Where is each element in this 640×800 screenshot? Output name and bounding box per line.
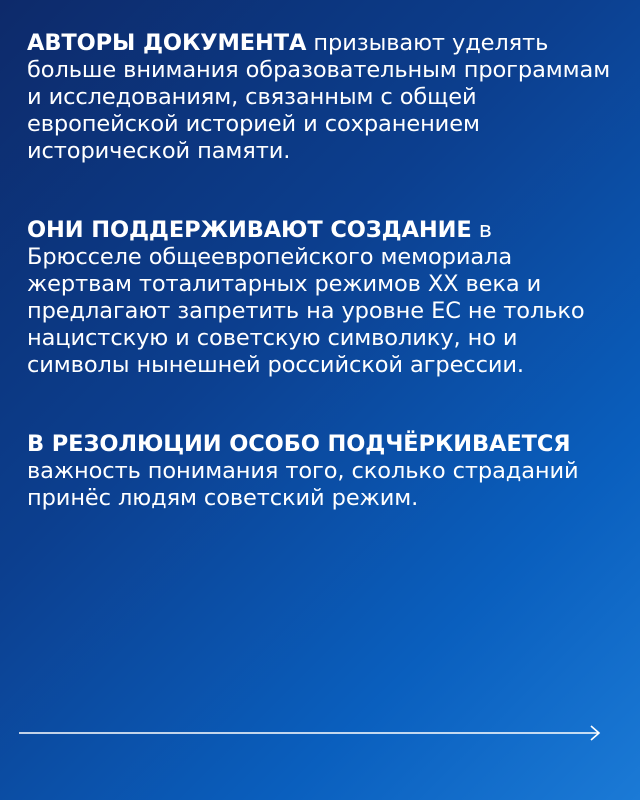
paragraph-lead: АВТОРЫ ДОКУМЕНТА — [27, 30, 307, 56]
paragraph-text: важность понимания того, сколько страданий принёс людям советский режим. — [27, 458, 579, 511]
paragraph-resolution — [27, 431, 613, 512]
paragraph-lead: ОНИ ПОДДЕРЖИВАЮТ СОЗДАНИЕ — [27, 217, 472, 243]
paragraph-authors — [27, 30, 613, 165]
paragraph-text: призывают уделять больше внимания образовательным программам и исследованиям, связанным с общей европейской историей и сохранением исторической памяти. — [27, 30, 611, 164]
paragraph-memorial — [27, 217, 613, 379]
arrow-right-icon[interactable] — [19, 723, 603, 743]
paragraph-text: в Брюсселе общеевропейского мемориала жертвам тоталитарных режимов XX века и предлагают запретить на уровне ЕС не только нацистскую и советскую символику, но и символы нынешней российской агрессии. — [27, 217, 585, 378]
slide-text — [27, 30, 613, 564]
paragraph-lead: В РЕЗОЛЮЦИИ ОСОБО ПОДЧЁРКИВАЕТСЯ — [27, 431, 571, 457]
